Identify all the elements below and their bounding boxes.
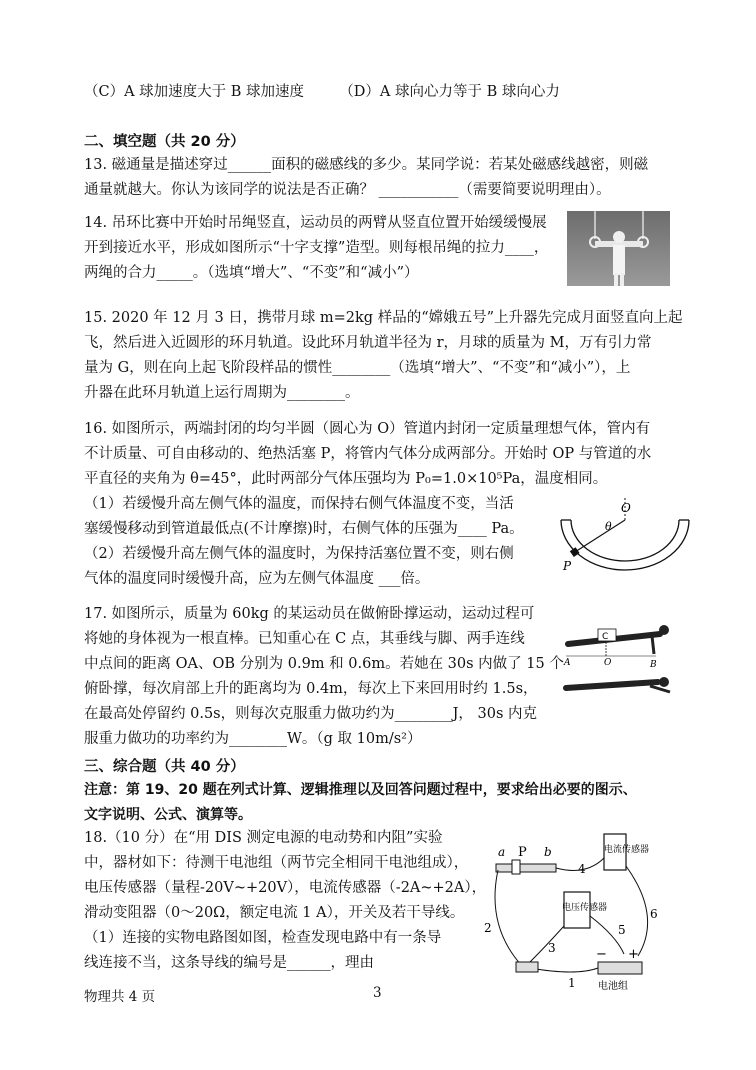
fig18-wire6: 6 [650,907,658,921]
q14-line3: 两绳的合力_____。（选填“增大”、“不变”和“减小”） [84,265,419,281]
section3-note [84,778,672,828]
q13-line1: 13. 磁通量是描述穿过______面积的磁感线的多少。某同学说：若某处磁感线越密，则磁 [84,157,649,173]
question-18 [84,826,496,976]
fig17-label-o: O [604,658,612,668]
fig16-label-o: O [621,501,631,515]
question-14 [84,211,556,286]
q14-line1: 14. 吊环比赛中开始时吊绳竖直，运动员的两臂从竖直位置开始缓缓慢展 [84,215,547,231]
fig17-label-b: B [650,660,657,670]
q17-line4: 俯卧撑，每次肩部上升的距离均为 0.4m，每次上下来回用时约 1.5s， [84,681,538,697]
q15-line4: 升器在此环月轨道上运行周期为________。 [84,385,360,401]
fig18-wire3: 3 [548,941,556,955]
q16-line1: 16. 如图所示，两端封闭的均匀半圆（圆心为 O）管道内封闭一定质量理想气体，管内有 [84,421,651,437]
fig18-current-sensor: 电流传感器 [604,845,650,855]
q18-line2: 中，器材如下：待测干电池组（两节完全相同干电池组成）， [84,855,469,871]
q16-line6: （2）若缓慢升高左侧气体的温度时，为保持活塞位置不变，则右侧 [84,546,514,562]
q17-line1: 17. 如图所示，质量为 60kg 的某运动员在做俯卧撑运动，运动过程可 [84,606,535,622]
fig18-label-a: a [498,845,506,859]
q18-line3: 电压传感器（量程-20V~+20V），电流传感器（-2A~+2A）， [84,880,487,896]
q18-line1: 18.（10 分）在“用 DIS 测定电源的电动势和内阻”实验 [84,830,443,846]
fig17-label-c: C [602,632,609,642]
fig18-battery: 电池组 [598,981,628,992]
q18-line5: （1）连接的实物电路图如图，检查发现电路中有一条导 [84,930,442,946]
semicircle-tube-figure [555,498,695,576]
question-17 [84,602,566,752]
rings-gymnast-photo [567,211,670,286]
option-c: （C）A 球加速度大于 B 球加速度 [84,84,305,100]
option-d: （D）A 球向心力等于 B 球向心力 [339,84,560,100]
q14-line2: 开到接近水平，形成如图所示“十字支撑”造型。则每根吊绳的拉力____， [84,240,549,256]
fig18-voltage-sensor: 电压传感器 [562,903,608,913]
q17-line2: 将她的身体视为一根直棒。已知重心在 C 点，其垂线与脚、两手连线 [84,631,525,647]
q17-line5: 在最高处停留约 0.5s，则每次克服重力做功约为________J， 30s 内克 [84,706,538,722]
q16-line3: 平直径的夹角为 θ=45°，此时两部分气体压强均为 P₀=1.0×10⁵Pa，温度相同。 [84,471,608,487]
fig16-label-p: P [563,559,572,573]
question-13 [84,153,672,203]
fig18-plus: + [628,947,639,962]
q18-line6: 线连接不当，这条导线的编号是______，理由 [84,955,374,971]
section3-note-line1: 注意：第 19、20 题在列式计算、逻辑推理以及回答问题过程中，要求给出必要的图示、 [84,782,637,798]
section3-title: 三、综合题（共 40 分） [84,759,245,775]
section3-note-line2: 文字说明、公式、演算等。 [84,807,252,823]
q16-line7: 气体的温度同时缓慢升高，应为左侧气体温度 ___倍。 [84,571,430,587]
q16-line2: 不计质量、可自由移动的、绝热活塞 P，将管内气体分成两部分。开始时 OP 与管道的水 [84,446,652,462]
fig18-wire2: 2 [484,921,492,935]
fig18-wire1: 1 [568,976,576,990]
q17-line6: 服重力做功的功率约为________W。（g 取 10m/s²） [84,731,422,747]
q15-line1: 15. 2020 年 12 月 3 日，携带月球 m=2kg 样品的“嫦娥五号”上升器先完成月面竖直向上起 [84,310,683,326]
circuit-figure [486,826,676,996]
q16-line4: （1）若缓慢升高左侧气体的温度，而保持右侧气体温度不变，当活 [84,496,514,512]
options-row [84,80,672,105]
pushup-figure [560,612,680,704]
fig18-label-p: P [518,845,527,860]
fig18-wire5: 5 [618,923,626,937]
q17-line3: 中点间的距离 OA、OB 分别为 0.9m 和 0.6m。若她在 30s 内做了 15 个 [84,656,564,672]
fig17-label-a: A [564,658,571,668]
q13-line2: 通量就越大。你认为该同学的说法是否正确？ ___________（需要简要说明理由）。 [84,182,611,198]
q16-line5: 塞缓慢移动到管道最低点(不计摩擦)时，右侧气体的压强为____ Pa。 [84,521,524,537]
q15-line3: 量为 G，则在向上起飞阶段样品的惯性________（选填“增大”、“不变”和“减小”），上 [84,360,631,376]
fig16-label-theta: θ [605,520,612,533]
fig18-wire4: 4 [578,862,586,876]
footer-total-pages: 物理共 4 页 [84,989,156,1005]
question-15 [84,306,683,406]
q18-line4: 滑动变阻器（0～20Ω，额定电流 1 A），开关及若干导线。 [84,905,465,921]
fig18-minus: − [596,947,607,962]
section2-title: 二、填空题（共 20 分） [84,134,245,150]
footer-page-number: 3 [373,985,382,1001]
q15-line2: 飞，然后进入近圆形的环月轨道。设此环月轨道半径为 r，月球的质量为 M，万有引力常 [84,335,652,351]
fig18-label-b: b [544,845,552,859]
